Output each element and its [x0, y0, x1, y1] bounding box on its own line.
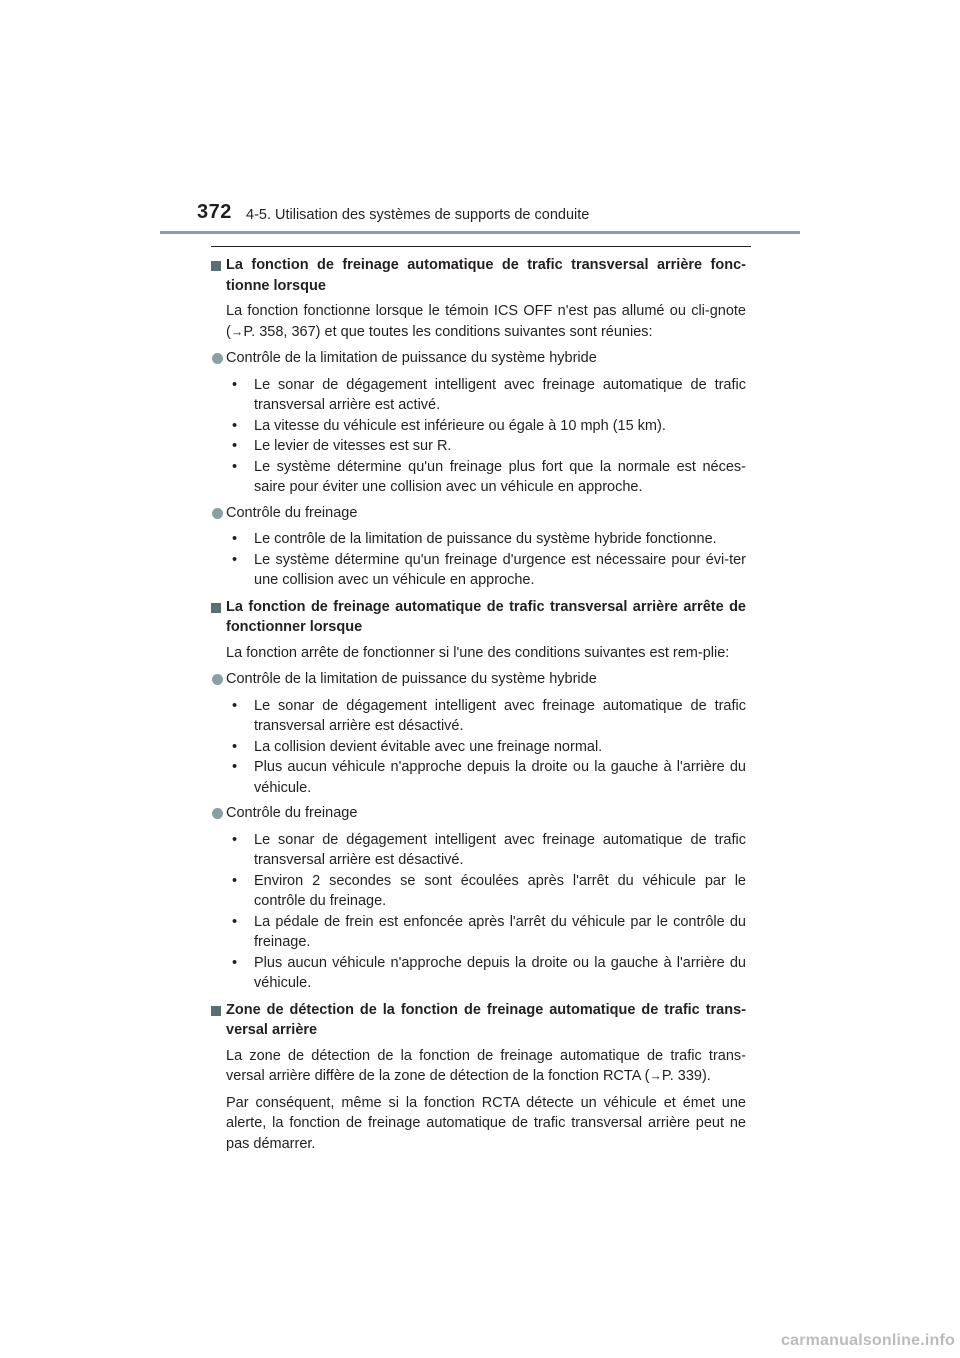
arrow-right-icon: →	[230, 324, 244, 339]
list-item: • Environ 2 secondes se sont écoulées après l'arrêt du véhicule par le contrôle du freinage.	[232, 872, 746, 909]
group-title: Contrôle du freinage	[211, 503, 746, 524]
bullet-list	[211, 830, 746, 994]
paragraph: La fonction arrête de fonctionner si l'une des conditions suivantes est rem-plie:	[226, 644, 730, 661]
bullet-list	[211, 375, 746, 498]
list-item: • La collision devient évitable avec une freinage normal.	[232, 738, 603, 755]
circle-bullet-icon	[212, 353, 223, 364]
circle-bullet-icon	[212, 674, 223, 685]
section-title: 4-5. Utilisation des systèmes de supports de conduite	[246, 207, 590, 223]
list-item: • Plus aucun véhicule n'approche depuis la droite ou la gauche à l'arrière du véhicule.	[232, 759, 746, 796]
circle-bullet-icon	[212, 808, 223, 819]
list-item: • Le levier de vitesses est sur R.	[232, 438, 452, 454]
group-title: Contrôle du freinage	[211, 803, 746, 824]
bullet-list	[211, 696, 746, 799]
square-icon	[211, 1006, 221, 1016]
circle-bullet-icon	[212, 508, 223, 519]
page-number: 372	[197, 201, 232, 223]
square-icon	[211, 261, 221, 271]
list-item: • Le sonar de dégagement intelligent avec freinage automatique de trafic transversal arrière est activé.	[232, 376, 746, 413]
list-item: • La pédale de frein est enfoncée après l'arrêt du véhicule par le contrôle du freinage.	[232, 913, 746, 950]
square-icon	[211, 603, 221, 613]
paragraph: La zone de détection de la fonction de freinage automatique de trafic trans-versal arrière diffère de la zone de détection de la fonction RCTA (→P. 339).	[226, 1047, 746, 1084]
list-item: • La vitesse du véhicule est inférieure ou égale à 10 mph (15 km).	[232, 417, 666, 434]
list-item: • Le sonar de dégagement intelligent avec freinage automatique de trafic transversal arrière est désactivé.	[232, 697, 746, 734]
section-heading: Zone de détection de la fonction de freinage automatique de trafic trans-versal arrière	[211, 1000, 746, 1041]
group-title: Contrôle de la limitation de puissance du système hybride	[211, 348, 746, 369]
arrow-right-icon: →	[649, 1069, 662, 1083]
group-title: Contrôle de la limitation de puissance du système hybride	[211, 669, 746, 690]
section-heading: La fonction de freinage automatique de trafic transversal arrière arrête de fonctionner lorsque	[211, 597, 746, 638]
list-item: • Le système détermine qu'un freinage d'urgence est nécessaire pour évi-ter une collision avec un véhicule en approche.	[232, 551, 746, 588]
content-area	[211, 255, 746, 1154]
content-rule	[211, 246, 751, 247]
bullet-list	[211, 529, 746, 591]
section-heading: La fonction de freinage automatique de trafic transversal arrière fonc-tionne lorsque	[211, 255, 746, 296]
list-item: • Le contrôle de la limitation de puissance du système hybride fonctionne.	[232, 531, 717, 547]
paragraph: La fonction fonctionne lorsque le témoin ICS OFF n'est pas allumé ou cli-gnote (→P. 358, 367) et que toutes les conditions suivantes sont réunies:	[226, 303, 746, 340]
header-rule	[160, 231, 800, 234]
watermark: carmanualsonline.info	[781, 1332, 956, 1349]
list-item: • Le système détermine qu'un freinage plus fort que la normale est néces-saire pour éviter une collision avec un véhicule en approche.	[232, 458, 746, 495]
list-item: • Le sonar de dégagement intelligent avec freinage automatique de trafic transversal arrière est désactivé.	[232, 831, 746, 868]
paragraph: Par conséquent, même si la fonction RCTA détecte un véhicule et émet une alerte, la fonction de freinage automatique de trafic transversal arrière peut ne pas démarrer.	[226, 1094, 746, 1152]
list-item: • Plus aucun véhicule n'approche depuis la droite ou la gauche à l'arrière du véhicule.	[232, 954, 746, 991]
